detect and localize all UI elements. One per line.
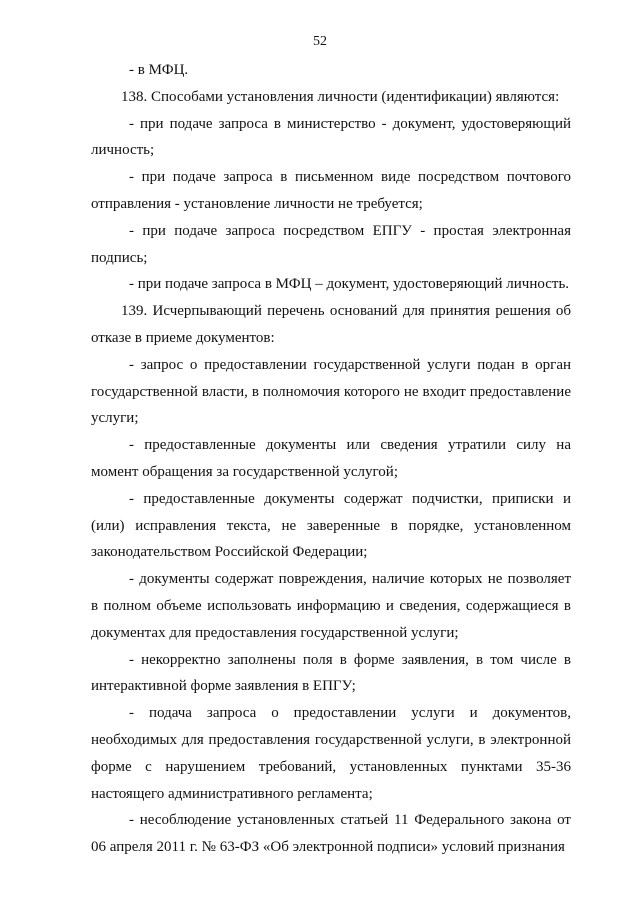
list-item-ministry: - при подаче запроса в министерство - документ, удостоверяющий личность; — [91, 115, 571, 159]
page-number: 52 — [313, 34, 327, 49]
document-body — [91, 57, 571, 861]
list-item-damage: - документы содержат повреждения, наличие которых не позволяет в полном объеме использовать информацию и сведения, содержащиеся в документах для предоставления государственной услуги; — [91, 571, 571, 641]
list-item-mfc: - при подаче запроса в МФЦ – документ, удостоверяющий личность. — [129, 276, 570, 293]
paragraph-139: 139. Исчерпывающий перечень оснований для принятия решения об отказе в приеме документов: — [91, 303, 571, 346]
list-item-epgu: - при подаче запроса посредством ЕПГУ - простая электронная подпись; — [91, 222, 571, 266]
list-item-expired: - предоставленные документы или сведения утратили силу на момент обращения за государственной услугой; — [91, 437, 571, 480]
list-item-electronic-submission: - подача запроса о предоставлении услуги и документов, необходимых для предоставления государственной услуги, в электронной форме с нарушением требований, установленных пунктами 35-36 настоящего административного регламента; — [91, 705, 571, 802]
list-item-form-fields: - некорректно заполнены поля в форме заявления, в том числе в интерактивной форме заявления в ЕПГУ; — [91, 651, 571, 695]
paragraph-mfc: - в МФЦ. — [129, 62, 189, 78]
list-item-postal: - при подаче запроса в письменном виде посредством почтового отправления - установление личности не требуется; — [91, 169, 571, 212]
paragraph-138: 138. Способами установления личности (идентификации) являются: — [121, 88, 560, 105]
list-item-signature: - несоблюдение установленных статьей 11 Федерального закона от 06 апреля 2011 г. № 63-ФЗ «Об электронной подписи» условий признания — [91, 812, 571, 856]
list-item-corrections: - предоставленные документы содержат подчистки, приписки и (или) исправления текста, не заверенные в порядке, установленном законодательством Российской Федерации; — [91, 490, 571, 561]
list-item-authority: - запрос о предоставлении государственной услуги подан в орган государственной власти, в полномочия которого не входит предоставление услуги; — [91, 356, 571, 427]
